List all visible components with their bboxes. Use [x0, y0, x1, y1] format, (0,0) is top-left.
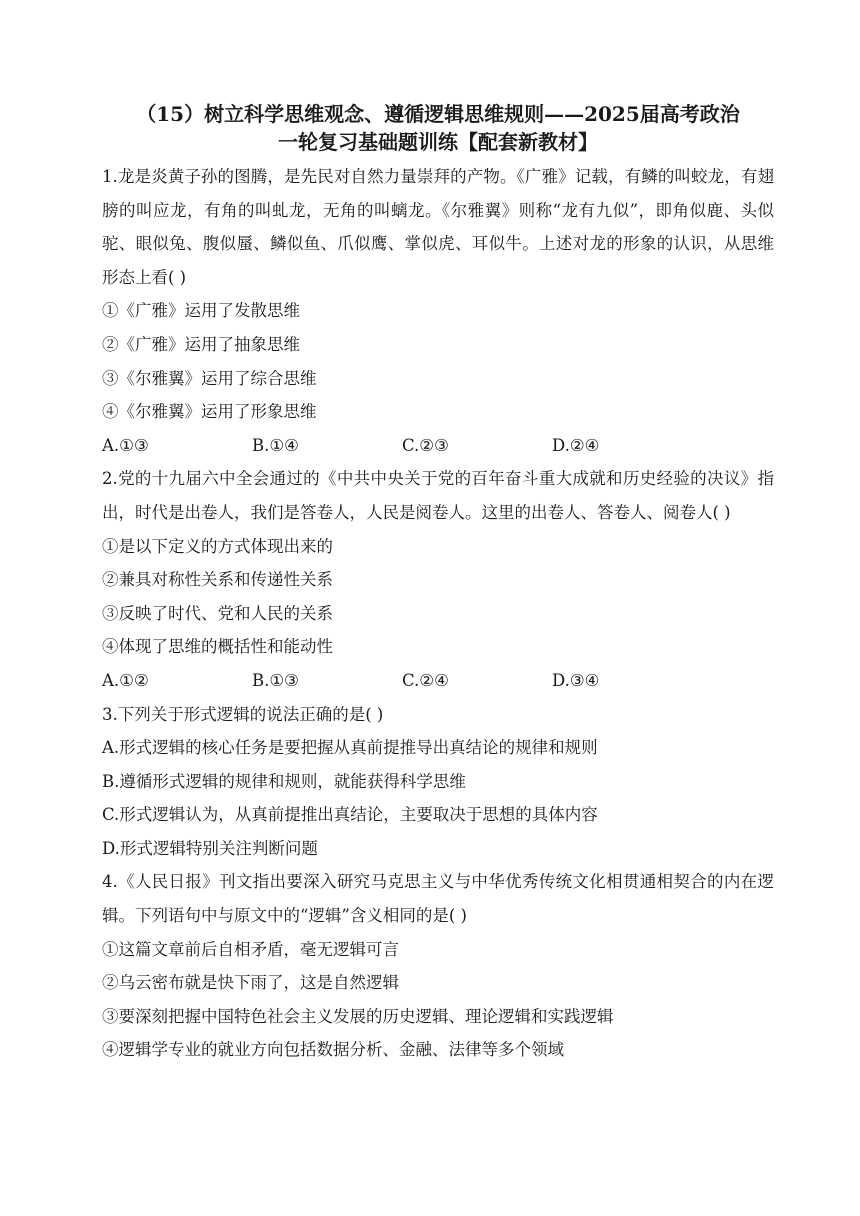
question-4-option-2: ②乌云密布就是快下雨了，这是自然逻辑: [102, 973, 399, 993]
title-line-1: （15）树立科学思维观念、遵循逻辑思维规则——2025届高考政治: [136, 102, 740, 126]
question-3-stem: 3.下列关于形式逻辑的说法正确的是( ): [102, 704, 384, 724]
document-title: [102, 100, 774, 156]
question-3-option-a: A.形式逻辑的核心任务是要把握从真前提推导出真结论的规律和规则: [102, 738, 598, 758]
question-4-option-3: ③要深刻把握中国特色社会主义发展的历史逻辑、理论逻辑和实践逻辑: [102, 1006, 614, 1026]
question-1-stem: 1.龙是炎黄子孙的图腾，是先民对自然力量崇拜的产物。《广雅》记载，有鳞的叫蛟龙，有翅膀的叫应龙，有角的叫虬龙，无角的叫螭龙。《尔雅翼》则称“龙有九似”，即角似鹿、头似驼、眼似兔、腹似蜃、鳞似鱼、爪似鹰、掌似虎、耳似牛。上述对龙的形象的认识，从思维形态上看( ): [102, 167, 774, 287]
question-1-choice-d: D.②④: [552, 435, 600, 455]
question-2: [102, 462, 774, 697]
question-2-stem: 2.党的十九届六中全会通过的《中共中央关于党的百年奋斗重大成就和历史经验的决议》指出，时代是出卷人，我们是答卷人，人民是阅卷人。这里的出卷人、答卷人、阅卷人( ): [102, 469, 774, 522]
question-1-option-1: ①《广雅》运用了发散思维: [102, 301, 300, 321]
question-3-option-d: D.形式逻辑特别关注判断问题: [102, 838, 318, 858]
question-1-option-4: ④《尔雅翼》运用了形象思维: [102, 402, 317, 422]
question-3: [102, 698, 774, 866]
question-2-choice-c: C.②④: [402, 670, 449, 690]
question-4-option-1: ①这篇文章前后自相矛盾，毫无逻辑可言: [102, 939, 399, 959]
question-1-choices: [102, 429, 774, 463]
question-1-option-2: ②《广雅》运用了抽象思维: [102, 334, 300, 354]
question-1-option-3: ③《尔雅翼》运用了综合思维: [102, 368, 317, 388]
question-2-option-2: ②兼具对称性关系和传递性关系: [102, 570, 333, 590]
question-2-choice-d: D.③④: [552, 670, 600, 690]
question-1: [102, 160, 774, 462]
question-2-choices: [102, 664, 774, 698]
question-3-option-b: B.遵循形式逻辑的规律和规则，就能获得科学思维: [102, 771, 466, 791]
document-page: [102, 100, 774, 1067]
title-line-2: 一轮复习基础题训练【配套新教材】: [278, 130, 598, 154]
question-4-option-4: ④逻辑学专业的就业方向包括数据分析、金融、法律等多个领域: [102, 1040, 564, 1060]
question-1-choice-a: A.①③: [102, 435, 149, 455]
question-2-option-4: ④体现了思维的概括性和能动性: [102, 637, 333, 657]
question-2-choice-a: A.①②: [102, 670, 149, 690]
question-1-choice-b: B.①④: [252, 435, 299, 455]
question-4-stem: 4.《人民日报》刊文指出要深入研究马克思主义与中华优秀传统文化相贯通相契合的内在逻辑。下列语句中与原文中的“逻辑”含义相同的是( ): [102, 872, 774, 926]
question-1-choice-c: C.②③: [402, 435, 449, 455]
question-2-option-3: ③反映了时代、党和人民的关系: [102, 603, 333, 623]
question-2-choice-b: B.①③: [252, 670, 299, 690]
question-4: [102, 865, 774, 1067]
question-3-option-c: C.形式逻辑认为，从真前提推出真结论，主要取决于思想的具体内容: [102, 805, 598, 825]
question-2-option-1: ①是以下定义的方式体现出来的: [102, 536, 333, 556]
